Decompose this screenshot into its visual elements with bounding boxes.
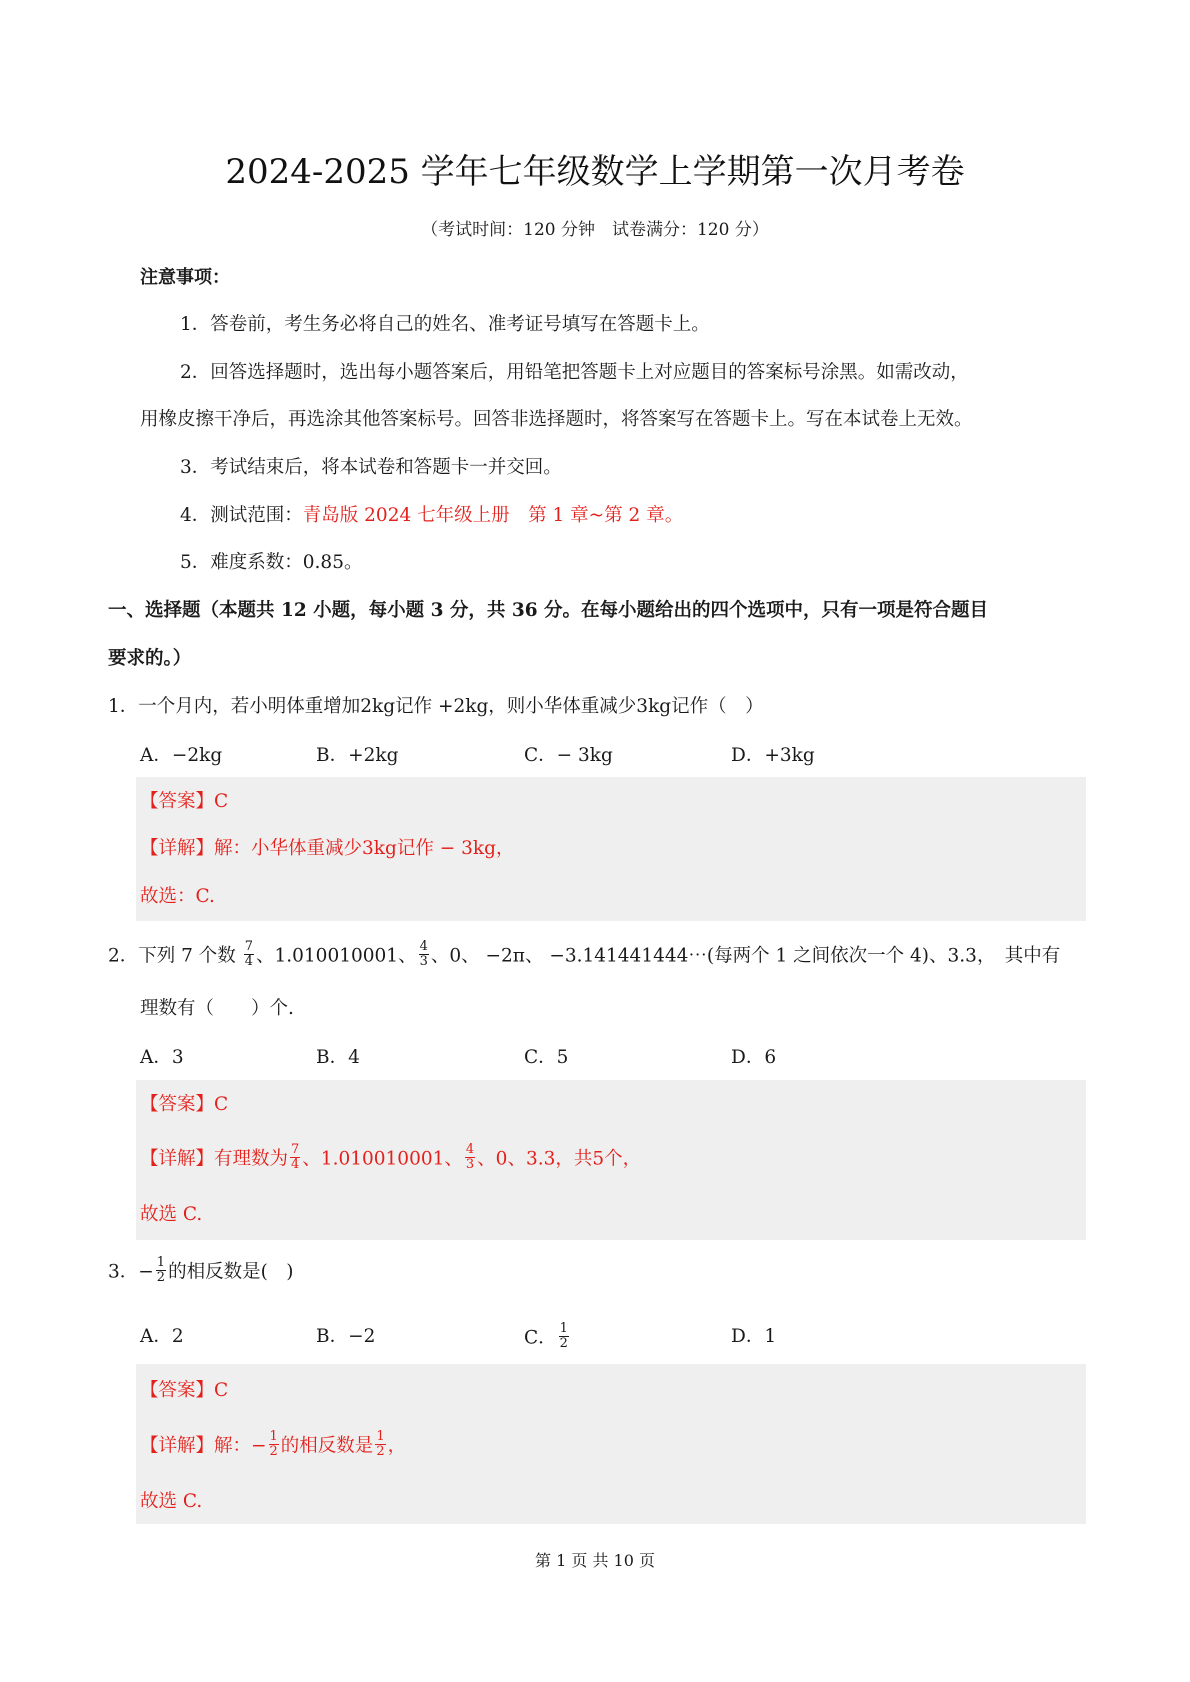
q3-option-b: B．−2 [316,1326,376,1347]
notes-heading: 注意事项： [140,267,230,288]
q1-answer-box [136,777,1086,921]
fraction-numerator: 1 [376,1429,385,1444]
q2-stem-mid: 、1.010010001、 [255,945,417,967]
exam-info: （考试时间：120 分钟 试卷满分：120 分） [421,220,769,240]
note-3: 3．考试结束后，将本试卷和答题卡一并交回。 [180,457,562,478]
fraction-numerator: 7 [291,1142,300,1157]
note-1: 1．答卷前，考生务必将自己的姓名、准考证号填写在答题卡上。 [180,314,710,335]
q3-conclusion: 故选 C. [140,1491,203,1512]
q1-answer: 【答案】C [140,791,229,812]
note-2-line1: 2．回答选择题时，选出每小题答案后，用铅笔把答题卡上对应题目的答案标号涂黑。如需改动， [180,362,969,383]
q2-detail [140,1142,642,1174]
q2-option-b: B．4 [316,1047,360,1068]
q3-detail-end: ， [387,1435,407,1457]
fraction-numerator: 1 [156,1255,166,1270]
q2-option-d: D．6 [731,1047,777,1068]
q3-option-c-label: C． [524,1327,557,1349]
q2-conclusion: 故选 C. [140,1204,203,1225]
q1-option-a: A．−2kg [140,745,223,766]
note-2-line2: 用橡皮擦干净后，再选涂其他答案标号。回答非选择题时，将答案写在答题卡上。写在本试卷上无效。 [140,409,973,430]
q2-answer: 【答案】C [140,1094,229,1115]
page-footer: 第 1 页 共 10 页 [535,1551,655,1570]
q1-conclusion: 故选：C. [140,886,215,907]
q2-stem-rest: 、0、 −2π、 −3.141441444⋯(每两个 1 之间依次一个 4)、3.3， 其中有 [430,945,1061,967]
fraction-denominator: 3 [465,1157,475,1172]
fraction-numerator: 4 [465,1142,475,1157]
q1-option-d: D．+3kg [731,745,815,766]
q3-detail-prefix: 【详解】解：− [140,1435,267,1457]
question-1-stem: 1．一个月内，若小明体重增加2kg记作 +2kg，则小华体重减少3kg记作（ ） [108,696,764,717]
fraction-denominator: 3 [419,954,428,969]
q2-detail-fraction-4-3 [465,1143,475,1172]
q3-answer: 【答案】C [140,1380,229,1401]
question-3-stem [108,1255,294,1287]
fraction-numerator: 7 [244,939,253,954]
fraction-denominator: 2 [559,1336,568,1351]
note-4-label: 4．测试范围： [180,505,303,526]
fraction-numerator: 1 [269,1429,278,1444]
q2-detail-prefix: 【详解】有理数为 [140,1148,289,1170]
test-range: 青岛版 2024 七年级上册 第 1 章~第 2 章。 [302,505,684,526]
fraction-denominator: 2 [156,1270,166,1285]
q2-option-a: A．3 [140,1047,184,1068]
fraction-denominator: 4 [291,1157,300,1172]
q2-detail-mid: 、1.010010001、 [302,1148,463,1170]
q1-option-b: B．+2kg [316,745,399,766]
note-5: 5．难度系数：0.85。 [180,552,363,573]
page-title: 2024-2025 学年七年级数学上学期第一次月考卷 [225,152,965,192]
q2-fraction-4-3 [419,940,429,969]
q3-detail [140,1429,407,1461]
section-heading-line1: 一、选择题（本题共 12 小题，每小题 3 分，共 36 分。在每小题给出的四个选项中，只有一项是符合题目 [108,600,989,621]
q2-answer-box [136,1080,1086,1240]
q3-option-c [524,1321,571,1353]
q2-fraction-7-4 [244,940,254,969]
q3-stem-prefix: 3．− [108,1261,154,1283]
question-2-stem-line2: 理数有（ ）个. [140,998,294,1019]
q3-detail-fraction-b [375,1430,385,1459]
fraction-denominator: 4 [244,954,253,969]
q2-stem-prefix: 2．下列 7 个数 [108,945,236,967]
q3-option-a: A．2 [140,1326,184,1347]
q3-fraction-1-2 [156,1256,166,1285]
q2-option-c: C．5 [524,1047,569,1068]
note-4 [180,503,683,529]
fraction-denominator: 2 [376,1444,385,1459]
q1-detail: 【详解】解：小华体重减少3kg记作 − 3kg， [140,838,515,859]
question-2-stem [108,939,1061,971]
q3-detail-mid: 的相反数是 [280,1435,374,1457]
q3-stem-rest: 的相反数是( ) [168,1261,294,1283]
q3-option-d: D．1 [731,1326,777,1347]
q1-option-c: C．− 3kg [524,745,613,766]
q3-answer-box [136,1364,1086,1524]
fraction-denominator: 2 [269,1444,278,1459]
q2-detail-fraction-7-4 [290,1143,300,1172]
section-heading-line2: 要求的。） [108,648,192,669]
q3-option-c-fraction [559,1322,569,1351]
q2-detail-rest: 、0、3.3，共5个， [477,1148,642,1170]
q3-detail-fraction-a [269,1430,279,1459]
fraction-numerator: 4 [419,939,428,954]
fraction-numerator: 1 [559,1321,568,1336]
